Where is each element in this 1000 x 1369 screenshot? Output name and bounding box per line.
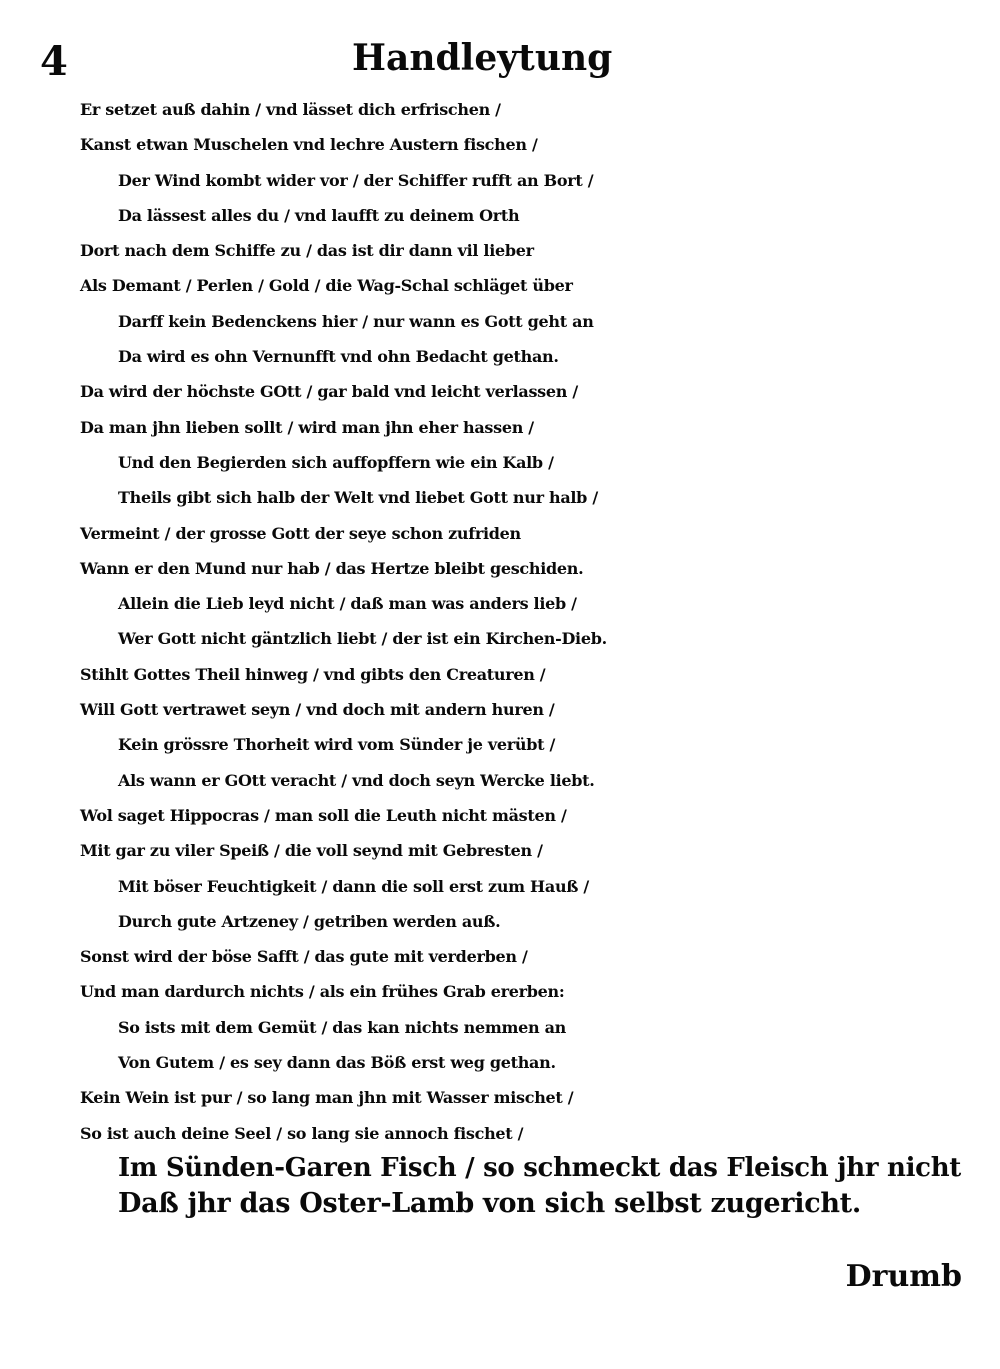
verse-line: Kein Wein ist pur / so lang man jhn mit Wasser mischet /	[80, 1088, 574, 1108]
catchword: Drumb	[845, 1259, 962, 1294]
verse-line: Vermeint / der grosse Gott der seye schon zufriden	[80, 523, 521, 543]
verse-line: Kanst etwan Muschelen vnd lechre Austern fischen /	[80, 135, 538, 155]
verse-line: Wol saget Hippocras / man soll die Leuth nicht mästen /	[80, 805, 567, 825]
verse-line: Wann er den Mund nur hab / das Hertze bleibt geschiden.	[80, 558, 584, 578]
page-number: 4	[40, 38, 68, 85]
verse-line: Als Demant / Perlen / Gold / die Wag-Schal schläget über	[80, 276, 573, 296]
verse-line: Daß jhr das Oster-Lamb von sich selbst zugericht.	[118, 1188, 861, 1220]
verse-line: Der Wind kombt wider vor / der Schiffer rufft an Bort /	[118, 170, 594, 190]
verse-line: Da wird der höchste GOtt / gar bald vnd leicht verlassen /	[80, 382, 578, 402]
running-head: Handleytung	[352, 37, 613, 79]
verse-line: Da man jhn lieben sollt / wird man jhn eher hassen /	[80, 417, 534, 437]
verse-line: Da lässest alles du / vnd laufft zu deinem Orth	[118, 205, 520, 225]
verse-line: Sonst wird der böse Safft / das gute mit verderben /	[80, 947, 528, 967]
verse-line: Stihlt Gottes Theil hinweg / vnd gibts den Creaturen /	[80, 664, 546, 684]
verse-text	[0, 92, 961, 1222]
verse-line: Mit gar zu viler Speiß / die voll seynd mit Gebresten /	[80, 841, 543, 861]
verse-line: Und man dardurch nichts / als ein frühes Grab ererben:	[80, 982, 565, 1002]
verse-line: Kein grössre Thorheit wird vom Sünder je verübt /	[118, 735, 556, 755]
verse-line: Dort nach dem Schiffe zu / das ist dir dann vil lieber	[80, 241, 534, 261]
verse-line: Darff kein Bedenckens hier / nur wann es Gott geht an	[118, 311, 594, 331]
verse-line: So ist auch deine Seel / so lang sie annoch fischet /	[80, 1123, 524, 1143]
verse-line: Mit böser Feuchtigkeit / dann die soll erst zum Hauß /	[118, 876, 589, 896]
verse-line: Von Gutem / es sey dann das Böß erst weg gethan.	[118, 1053, 556, 1073]
verse-line: Will Gott vertrawet seyn / vnd doch mit andern huren /	[80, 700, 555, 720]
verse-line: Im Sünden-Garen Fisch / so schmeckt das Fleisch jhr nicht	[118, 1152, 962, 1183]
verse-line: So ists mit dem Gemüt / das kan nichts nemmen an	[118, 1017, 566, 1037]
verse-line: Wer Gott nicht gäntzlich liebt / der ist ein Kirchen-Dieb.	[118, 629, 607, 649]
verse-line: Als wann er GOtt veracht / vnd doch seyn Wercke liebt.	[118, 770, 595, 790]
verse-line: Durch gute Artzeney / getriben werden auß.	[118, 911, 501, 931]
verse-line: Allein die Lieb leyd nicht / daß man was anders lieb /	[118, 594, 577, 614]
verse-line: Theils gibt sich halb der Welt vnd liebet Gott nur halb /	[118, 488, 598, 508]
verse-line: Da wird es ohn Vernunfft vnd ohn Bedacht gethan.	[118, 347, 559, 367]
verse-line: Und den Begierden sich auffopffern wie ein Kalb /	[118, 452, 554, 472]
verse-line: Er setzet auß dahin / vnd lässet dich erfrischen /	[80, 100, 501, 119]
